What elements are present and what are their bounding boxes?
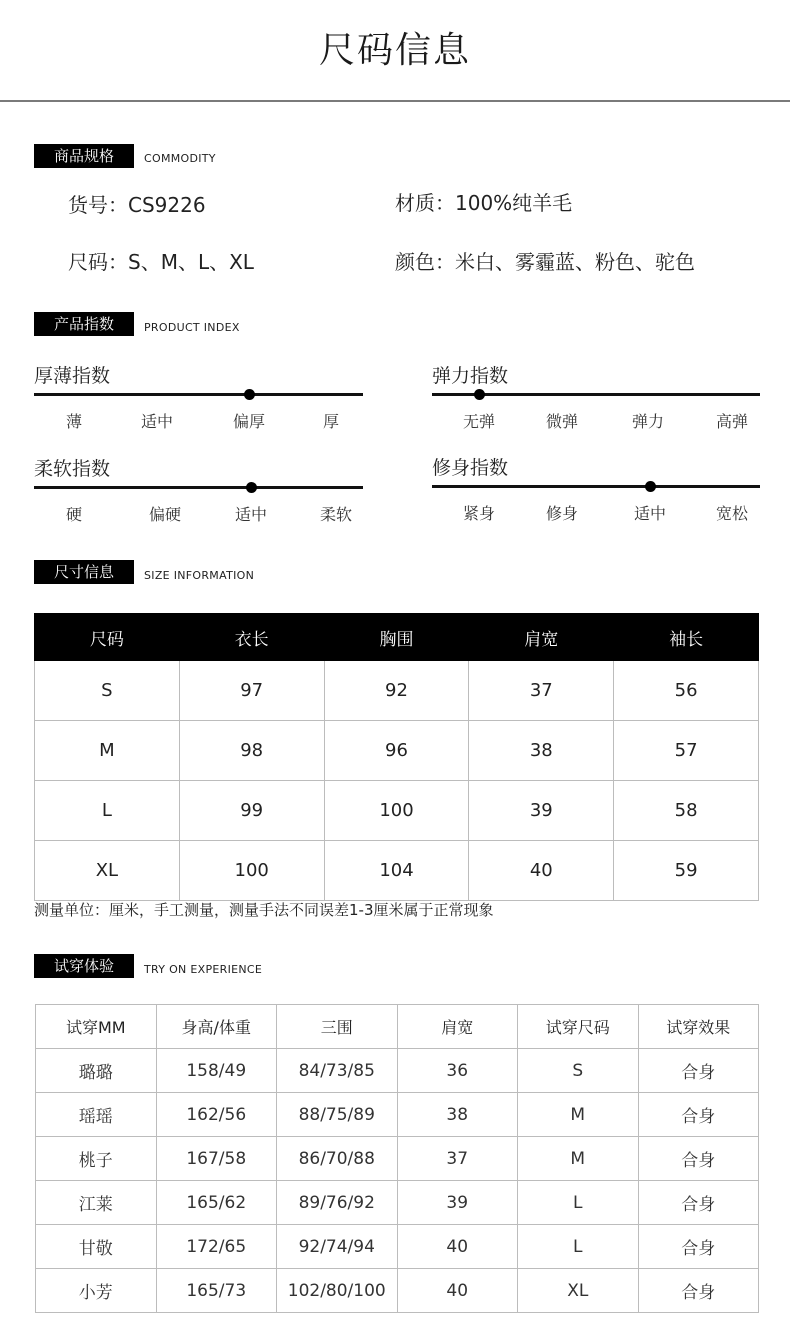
sizes: 尺码：S、M、L、XL <box>68 250 254 274</box>
table-cell: 102/80/100 <box>277 1269 398 1313</box>
colors: 颜色：米白、雾霾蓝、粉色、驼色 <box>395 250 695 274</box>
table-cell: 40 <box>397 1225 518 1269</box>
index-option: 偏厚 <box>232 412 265 431</box>
table-cell: 37 <box>397 1137 518 1181</box>
table-cell: XL <box>518 1269 639 1313</box>
table-cell: 100 <box>179 841 324 901</box>
table-cell: 56 <box>614 661 759 721</box>
table-cell: L <box>518 1181 639 1225</box>
index-option: 无弹 <box>462 412 495 431</box>
table-cell: M <box>518 1137 639 1181</box>
table-cell: 167/58 <box>156 1137 277 1181</box>
table-row <box>36 1181 759 1225</box>
table-cell: 40 <box>397 1269 518 1313</box>
table-cell: 合身 <box>638 1093 759 1137</box>
index-marker <box>474 389 485 400</box>
section-tag-en-product-index: PRODUCT INDEX <box>144 321 240 334</box>
index-option: 微弹 <box>545 412 578 431</box>
table-cell: 36 <box>397 1049 518 1093</box>
try-header-cell: 肩宽 <box>397 1005 518 1049</box>
index-option: 偏硬 <box>148 505 181 524</box>
material: 材质：100%纯羊毛 <box>395 191 573 215</box>
table-cell: 38 <box>469 721 614 781</box>
table-cell: 172/65 <box>156 1225 277 1269</box>
index-option: 适中 <box>633 504 666 523</box>
index-marker <box>244 389 255 400</box>
table-cell: 瑶瑶 <box>36 1093 157 1137</box>
table-cell: 96 <box>324 721 469 781</box>
index-track <box>432 485 760 488</box>
section-tag-en-try-on: TRY ON EXPERIENCE <box>144 963 263 976</box>
table-cell: 97 <box>179 661 324 721</box>
table-cell: 40 <box>469 841 614 901</box>
index-label: 弹力指数 <box>432 365 509 387</box>
table-cell: 甘敬 <box>36 1225 157 1269</box>
index-label: 厚薄指数 <box>34 365 111 387</box>
index-option: 薄 <box>65 412 82 431</box>
table-cell: 104 <box>324 841 469 901</box>
index-option: 硬 <box>65 505 82 524</box>
index-track <box>34 486 363 489</box>
index-label: 修身指数 <box>432 457 509 479</box>
table-cell: 合身 <box>638 1181 759 1225</box>
table-cell: S <box>518 1049 639 1093</box>
size-table-header-row <box>35 614 759 661</box>
table-row <box>35 781 759 841</box>
table-cell: XL <box>35 841 180 901</box>
table-cell: 58 <box>614 781 759 841</box>
size-header-cell: 胸围 <box>324 614 469 661</box>
table-cell: 合身 <box>638 1137 759 1181</box>
table-cell: L <box>35 781 180 841</box>
table-cell: 59 <box>614 841 759 901</box>
section-tag-size-info: 尺寸信息 <box>34 560 134 584</box>
table-row <box>36 1225 759 1269</box>
section-tag-commodity: 商品规格 <box>34 144 134 168</box>
index-option: 弹力 <box>631 412 664 431</box>
table-row <box>35 661 759 721</box>
section-tag-try-on: 试穿体验 <box>34 954 134 978</box>
size-header-cell: 尺码 <box>35 614 180 661</box>
size-table <box>34 613 759 901</box>
index-option: 厚 <box>322 412 339 431</box>
index-option: 修身 <box>545 504 578 523</box>
table-cell: 92 <box>324 661 469 721</box>
table-cell: 162/56 <box>156 1093 277 1137</box>
table-cell: M <box>518 1093 639 1137</box>
index-option: 适中 <box>140 412 173 431</box>
table-row <box>35 721 759 781</box>
table-cell: 38 <box>397 1093 518 1137</box>
size-header-cell: 肩宽 <box>469 614 614 661</box>
table-row <box>36 1269 759 1313</box>
table-cell: 88/75/89 <box>277 1093 398 1137</box>
table-cell: 57 <box>614 721 759 781</box>
table-cell: 璐璐 <box>36 1049 157 1093</box>
table-row <box>36 1137 759 1181</box>
table-cell: 99 <box>179 781 324 841</box>
section-tag-en-size-info: SIZE INFORMATION <box>144 569 255 582</box>
try-header-cell: 试穿尺码 <box>518 1005 639 1049</box>
table-cell: 98 <box>179 721 324 781</box>
try-header-cell: 三围 <box>277 1005 398 1049</box>
table-cell: 84/73/85 <box>277 1049 398 1093</box>
index-marker <box>645 481 656 492</box>
table-cell: 158/49 <box>156 1049 277 1093</box>
index-option: 柔软 <box>319 505 352 524</box>
size-header-cell: 袖长 <box>614 614 759 661</box>
try-on-table <box>35 1004 759 1313</box>
table-row <box>36 1049 759 1093</box>
section-tag-en-commodity: COMMODITY <box>144 152 216 165</box>
table-cell: L <box>518 1225 639 1269</box>
table-cell: M <box>35 721 180 781</box>
header-divider <box>0 100 790 102</box>
table-cell: 39 <box>469 781 614 841</box>
table-cell: 92/74/94 <box>277 1225 398 1269</box>
table-cell: 86/70/88 <box>277 1137 398 1181</box>
table-cell: 39 <box>397 1181 518 1225</box>
table-cell: 100 <box>324 781 469 841</box>
size-header-cell: 衣长 <box>179 614 324 661</box>
table-cell: 37 <box>469 661 614 721</box>
index-marker <box>246 482 257 493</box>
index-label: 柔软指数 <box>34 458 111 480</box>
table-cell: 合身 <box>638 1225 759 1269</box>
try-header-cell: 试穿MM <box>36 1005 157 1049</box>
index-option: 高弹 <box>715 412 748 431</box>
table-cell: 165/73 <box>156 1269 277 1313</box>
table-cell: 合身 <box>638 1049 759 1093</box>
table-cell: 桃子 <box>36 1137 157 1181</box>
item-number: 货号：CS9226 <box>68 193 206 217</box>
index-option: 适中 <box>234 505 267 524</box>
index-option: 宽松 <box>715 504 748 523</box>
table-cell: 合身 <box>638 1269 759 1313</box>
table-cell: 165/62 <box>156 1181 277 1225</box>
measurement-note: 测量单位：厘米，手工测量，测量手法不同误差1-3厘米属于正常现象 <box>34 901 494 919</box>
table-cell: 89/76/92 <box>277 1181 398 1225</box>
index-track <box>34 393 363 396</box>
try-table-header-row <box>36 1005 759 1049</box>
table-cell: 江莱 <box>36 1181 157 1225</box>
table-row <box>35 841 759 901</box>
table-row <box>36 1093 759 1137</box>
try-header-cell: 身高/体重 <box>156 1005 277 1049</box>
table-cell: S <box>35 661 180 721</box>
index-option: 紧身 <box>462 504 495 523</box>
table-cell: 小芳 <box>36 1269 157 1313</box>
section-tag-product-index: 产品指数 <box>34 312 134 336</box>
try-header-cell: 试穿效果 <box>638 1005 759 1049</box>
page-title: 尺码信息 <box>318 30 471 71</box>
